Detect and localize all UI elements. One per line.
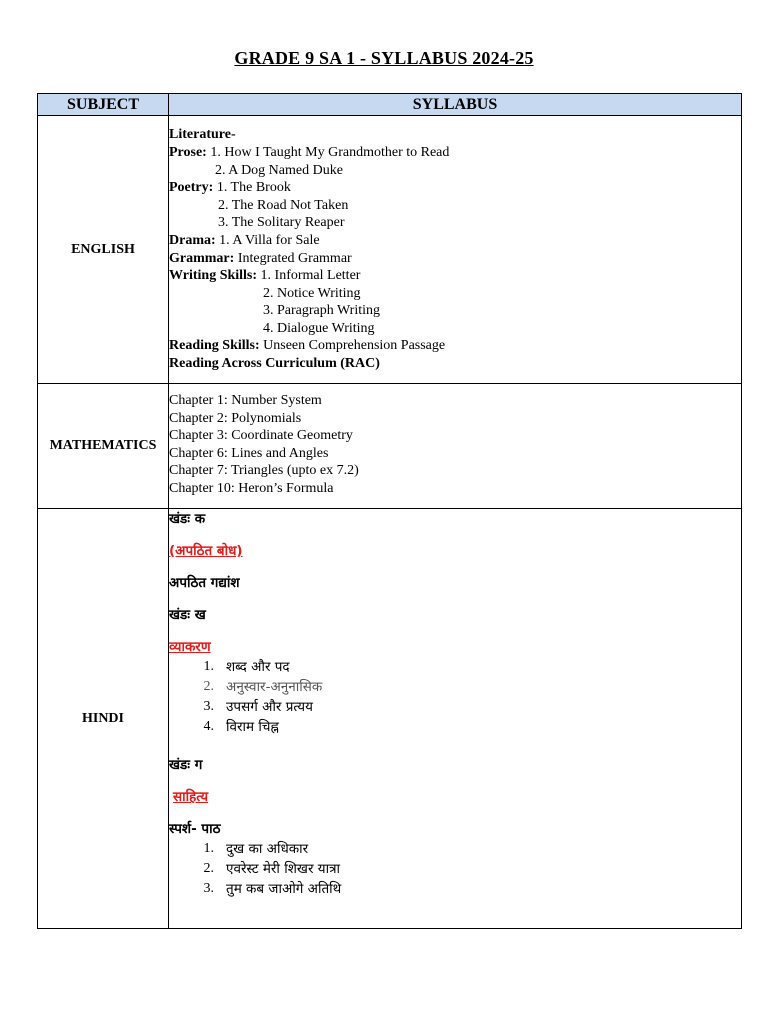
syllabus-column-header: SYLLABUS <box>169 94 742 116</box>
writing-item: 2. Notice Writing <box>263 285 361 301</box>
poetry-item: 1. The Brook <box>216 180 291 196</box>
table-header-row <box>38 94 742 116</box>
reading-skills-label: Reading Skills: <box>169 338 260 354</box>
reading-item: Unseen Comprehension Passage <box>263 338 446 354</box>
list-item: 2. अनुस्वार-अनुनासिक <box>203 679 323 695</box>
poetry-item: 2. The Road Not Taken <box>218 197 349 213</box>
writing-item: 1. Informal Letter <box>260 268 361 284</box>
hindi-vyakaran-heading: व्याकरण <box>169 639 211 655</box>
prose-label: Prose: <box>169 144 207 160</box>
writing-item: 3. Paragraph Writing <box>263 303 380 319</box>
math-chapter: Chapter 7: Triangles (upto ex 7.2) <box>169 463 359 479</box>
math-chapter: Chapter 3: Coordinate Geometry <box>169 428 353 444</box>
hindi-subject-cell: HINDI <box>38 509 169 929</box>
english-row <box>38 116 742 384</box>
math-chapter: Chapter 1: Number System <box>169 393 322 408</box>
list-item: 2. एवरेस्ट मेरी शिखर यात्रा <box>203 861 341 877</box>
writing-skills-label: Writing Skills: <box>169 268 258 284</box>
list-item: 1. दुख का अधिकार <box>203 841 309 857</box>
hindi-apathit-gadyansh: अपठित गद्यांश <box>169 575 240 591</box>
english-syllabus-cell <box>169 116 742 384</box>
hindi-section-kha: खंडः ख <box>169 607 206 623</box>
list-item: 3. तुम कब जाओगे अतिथि <box>203 881 342 897</box>
hindi-apathit-bodh: (अपठित बोध) <box>169 543 243 559</box>
math-chapter: Chapter 6: Lines and Angles <box>169 445 329 461</box>
grammar-item: Integrated Grammar <box>237 250 352 266</box>
english-subject-cell: ENGLISH <box>38 116 169 384</box>
rac-item: Reading Across Curriculum (RAC) <box>169 356 380 372</box>
vyakaran-list <box>169 657 741 737</box>
hindi-sparsh-heading: स्पर्श- पाठ <box>169 821 221 837</box>
prose-item: 2. A Dog Named Duke <box>215 162 343 178</box>
syllabus-table <box>37 93 742 929</box>
poetry-item: 3. The Solitary Reaper <box>218 215 345 231</box>
mathematics-row <box>38 384 742 509</box>
list-item: 4. विराम चिह्न <box>203 719 279 735</box>
prose-item: 1. How I Taught My Grandmother to Read <box>210 144 450 160</box>
list-item: 1. शब्द और पद <box>203 659 290 675</box>
math-chapter: Chapter 10: Heron’s Formula <box>169 480 334 496</box>
drama-item: 1. A Villa for Sale <box>219 232 320 248</box>
subject-column-header: SUBJECT <box>38 94 169 116</box>
page-title: GRADE 9 SA 1 - SYLLABUS 2024-25 <box>234 48 534 68</box>
literature-heading: Literature- <box>169 127 236 143</box>
list-item: 3. उपसर्ग और प्रत्यय <box>203 699 313 715</box>
hindi-section-ga: खंडः ग <box>169 757 203 773</box>
hindi-syllabus-cell <box>169 509 742 929</box>
mathematics-subject-cell: MATHEMATICS <box>38 384 169 509</box>
hindi-section-ka: खंडः क <box>169 511 206 527</box>
writing-item: 4. Dialogue Writing <box>263 320 375 336</box>
mathematics-syllabus-cell <box>169 384 742 509</box>
poetry-label: Poetry: <box>169 180 214 196</box>
grammar-label: Grammar: <box>169 250 235 266</box>
hindi-row <box>38 509 742 929</box>
math-chapter: Chapter 2: Polynomials <box>169 410 302 426</box>
sparsh-list <box>169 839 741 899</box>
drama-label: Drama: <box>169 232 216 248</box>
hindi-sahitya-heading: साहित्य <box>173 789 209 805</box>
